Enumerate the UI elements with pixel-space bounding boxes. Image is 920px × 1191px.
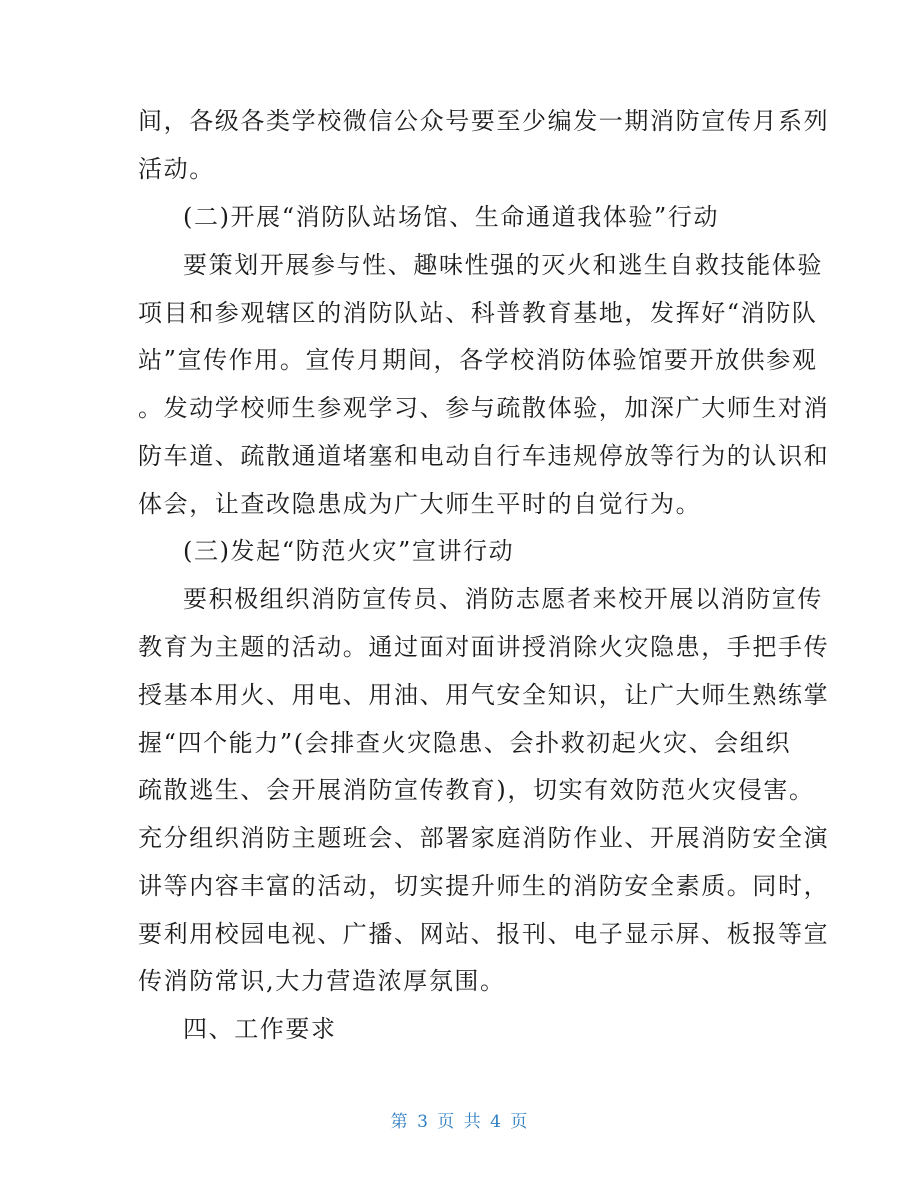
paragraph-line: 疏散逃生、会开展消防宣传教育)，切实有效防范火灾侵害。 xyxy=(138,776,815,804)
paragraph-line: 活动。 xyxy=(138,155,215,183)
paragraph-line: 握“四个能力”(会排查火灾隐患、会扑救初起火灾、会组织 xyxy=(138,729,792,757)
paragraph-line: 体会，让查改隐患成为广大师生平时的自觉行为。 xyxy=(138,490,702,518)
paragraph-line: 要策划开展参与性、趣味性强的灭火和逃生自救技能体验 xyxy=(183,251,823,279)
page-number-footer: 第 3 页 共 4 页 xyxy=(390,1112,530,1132)
paragraph-line: 授基本用火、用电、用油、用气安全知识，让广大师生熟练掌 xyxy=(138,681,830,709)
paragraph-line: 间，各级各类学校微信公众号要至少编发一期消防宣传月系列 xyxy=(138,107,830,135)
paragraph-line: 站”宣传作用。宣传月期间，各学校消防体验馆要开放供参观 xyxy=(138,346,818,374)
paragraph-line: 要积极组织消防宣传员、消防志愿者来校开展以消防宣传 xyxy=(183,585,823,613)
paragraph-line: 传消防常识,大力营造浓厚氛围。 xyxy=(138,967,506,995)
paragraph-line: 要利用校园电视、广播、网站、报刊、电子显示屏、板报等宣 xyxy=(138,920,830,948)
paragraph-line: 。发动学校师生参观学习、参与疏散体验，加深广大师生对消 xyxy=(138,394,830,422)
paragraph-line: 讲等内容丰富的活动，切实提升师生的消防安全素质。同时， xyxy=(138,872,830,900)
paragraph-line: 防车道、疏散通道堵塞和电动自行车违规停放等行为的认识和 xyxy=(138,442,830,470)
paragraph-line: 教育为主题的活动。通过面对面讲授消除火灾隐患，手把手传 xyxy=(138,633,830,661)
section-heading: (三)发起“防范火灾”宣讲行动 xyxy=(183,537,515,565)
section-heading: (二)开展“消防队站场馆、生命通道我体验”行动 xyxy=(183,203,720,231)
paragraph-line: 项目和参观辖区的消防队站、科普教育基地，发挥好“消防队 xyxy=(138,299,818,327)
section-heading: 四、工作要求 xyxy=(183,1015,337,1043)
paragraph-line: 充分组织消防主题班会、部署家庭消防作业、开展消防安全演 xyxy=(138,824,830,852)
